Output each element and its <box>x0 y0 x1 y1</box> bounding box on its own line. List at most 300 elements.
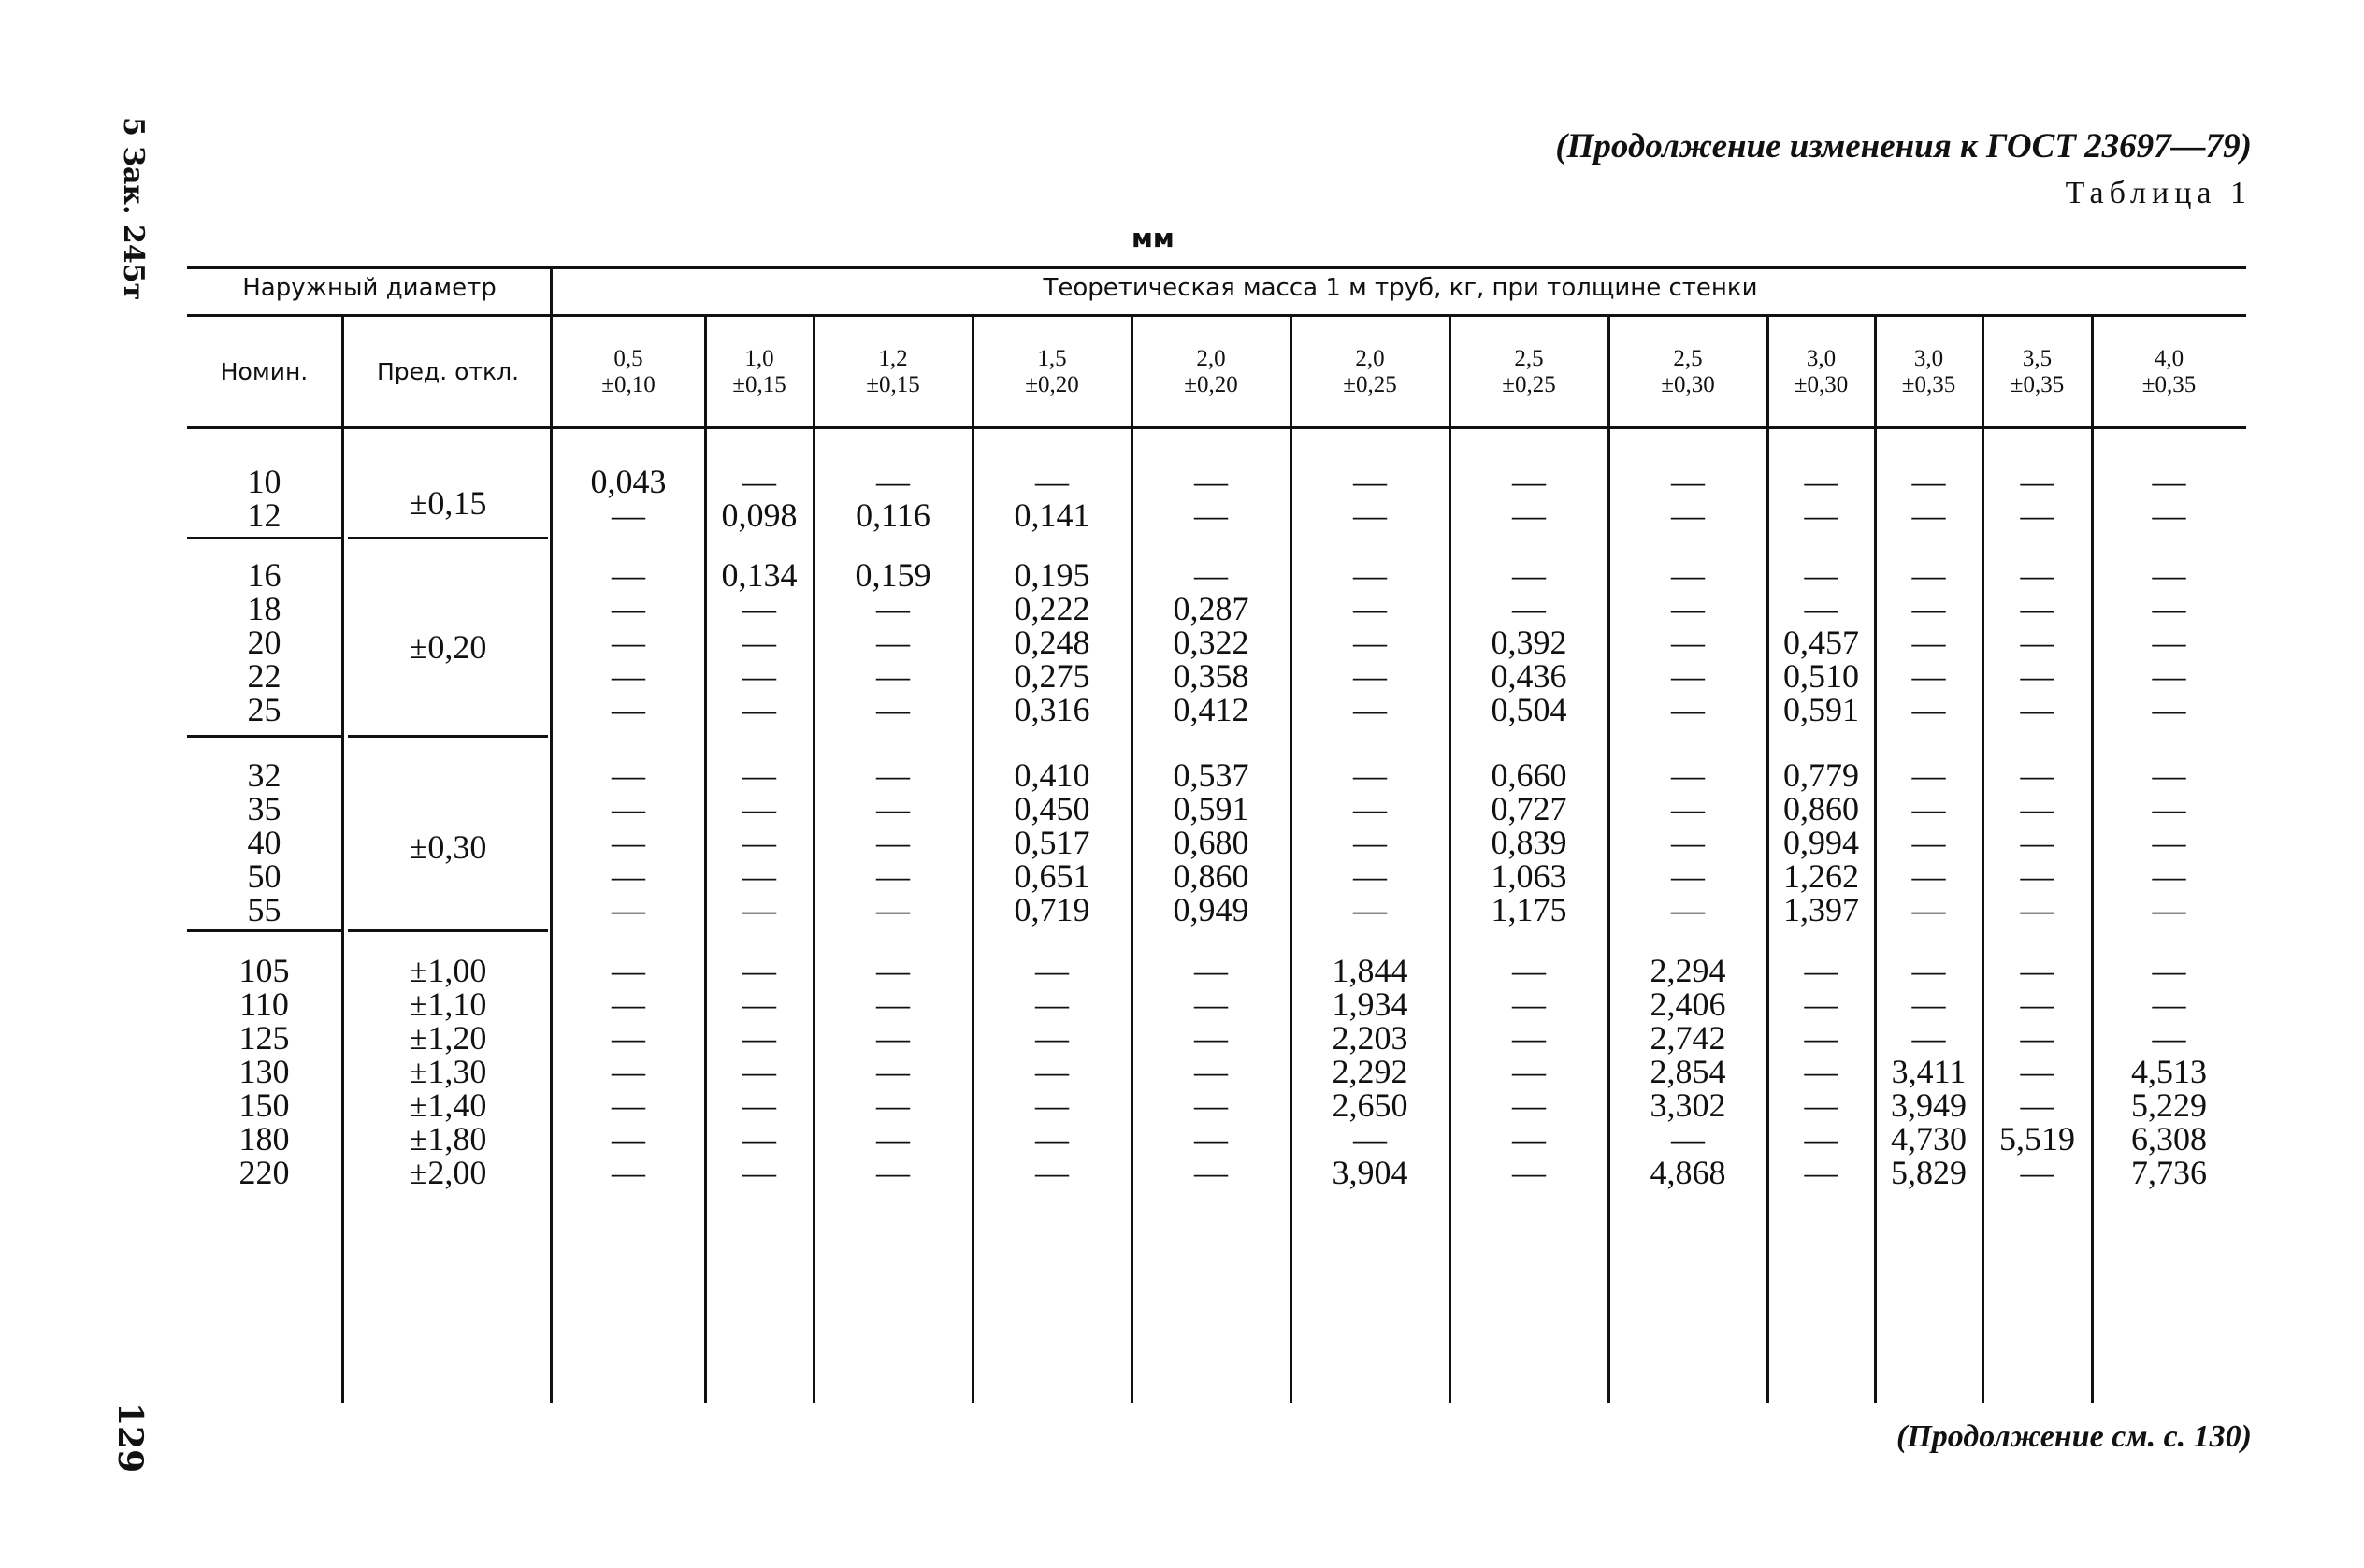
order-label: 5 Зак. 245т <box>117 117 150 301</box>
mass-value: — <box>2020 985 2054 1023</box>
nominal-diameter: 220 <box>238 1154 290 1191</box>
mass-value: — <box>1512 1154 1546 1191</box>
mass-value: — <box>1194 985 1228 1023</box>
mass-value: — <box>612 985 645 1023</box>
mass-value: — <box>612 857 645 895</box>
mass-value: — <box>612 1019 645 1057</box>
mass-value: — <box>2152 657 2186 695</box>
mass-value: — <box>2152 691 2186 728</box>
wall-column-header <box>1449 346 1608 398</box>
wall-tolerance: ±0,15 <box>866 372 920 397</box>
mass-value: — <box>1512 985 1546 1023</box>
mass-value: — <box>2020 1019 2054 1057</box>
mass-value: — <box>2020 691 2054 728</box>
mass-value: — <box>2152 952 2186 989</box>
mass-value: — <box>1512 496 1546 534</box>
mass-value: — <box>1194 1086 1228 1124</box>
mass-value: — <box>1353 463 1387 500</box>
group-separator-tolerance <box>348 537 548 539</box>
mass-value: 0,043 <box>590 463 667 500</box>
mass-value: — <box>1911 496 1946 534</box>
mass-value: — <box>1353 691 1387 728</box>
mass-value: — <box>612 657 645 695</box>
mass-value: — <box>1035 1053 1069 1090</box>
mass-value: 0,410 <box>1014 756 1090 794</box>
mass-value: — <box>1911 556 1946 594</box>
mass-value: — <box>612 556 645 594</box>
wall-tolerance: ±0,10 <box>601 372 656 397</box>
mass-value: — <box>876 1019 910 1057</box>
wall-column-header <box>705 346 814 398</box>
mass-value: 0,287 <box>1173 590 1249 627</box>
wall-tolerance: ±0,25 <box>1343 372 1397 397</box>
mass-value: — <box>876 824 910 861</box>
mass-value: — <box>2152 985 2186 1023</box>
mass-value: — <box>2152 463 2186 500</box>
mass-value: 5,229 <box>2131 1086 2207 1124</box>
mass-value: — <box>1671 691 1705 728</box>
mass-value: 2,406 <box>1650 985 1726 1023</box>
group-separator-nominal <box>187 929 341 932</box>
mass-value: — <box>1035 985 1069 1023</box>
nominal-diameter: 25 <box>247 691 281 728</box>
nominal-diameter: 18 <box>247 590 281 627</box>
mass-value: 0,159 <box>855 556 931 594</box>
mass-value: 2,650 <box>1332 1086 1408 1124</box>
mass-value: 0,504 <box>1491 691 1567 728</box>
row-tolerance: ±1,30 <box>409 1053 487 1090</box>
mass-value: — <box>742 1154 776 1191</box>
mass-value: — <box>742 691 776 728</box>
mass-value: 0,537 <box>1173 756 1249 794</box>
mass-value: 2,854 <box>1650 1053 1726 1090</box>
mass-value: — <box>612 1086 645 1124</box>
mass-value: 0,222 <box>1014 590 1090 627</box>
mass-value: 1,063 <box>1491 857 1567 895</box>
wall-thickness: 3,0 <box>1913 346 1944 371</box>
mass-value: — <box>1512 590 1546 627</box>
mass-value: — <box>1194 952 1228 989</box>
mass-value: 2,292 <box>1332 1053 1408 1090</box>
mass-value: — <box>1671 857 1705 895</box>
mass-value: — <box>2020 1053 2054 1090</box>
mass-value: — <box>612 624 645 661</box>
mass-value: — <box>1194 1154 1228 1191</box>
mass-value: — <box>1911 756 1946 794</box>
mass-value: 6,308 <box>2131 1120 2207 1158</box>
mass-value: — <box>2152 824 2186 861</box>
wall-column-header <box>1982 346 2092 398</box>
nominal-diameter: 10 <box>247 463 281 500</box>
outer-diameter-header: Наружный диаметр <box>242 274 497 302</box>
mass-value: — <box>2152 756 2186 794</box>
row-tolerance: ±1,80 <box>409 1120 487 1158</box>
mass-value: — <box>612 590 645 627</box>
mass-value: — <box>1911 657 1946 695</box>
group-separator-nominal <box>187 537 341 539</box>
mass-value: 0,994 <box>1783 824 1859 861</box>
wall-thickness: 1,2 <box>878 346 908 371</box>
mass-value: — <box>876 463 910 500</box>
mass-value: — <box>1194 463 1228 500</box>
nominal-diameter: 130 <box>238 1053 290 1090</box>
wall-thickness: 1,5 <box>1037 346 1067 371</box>
wall-thickness: 4,0 <box>2154 346 2184 371</box>
mass-value: — <box>2020 891 2054 928</box>
wall-thickness: 0,5 <box>613 346 643 371</box>
mass-value: — <box>876 952 910 989</box>
mass-value: 0,651 <box>1014 857 1090 895</box>
mass-value: — <box>1035 1086 1069 1124</box>
mass-value: — <box>876 1120 910 1158</box>
mass-value: — <box>1512 1086 1546 1124</box>
wall-column-header <box>1608 346 1767 398</box>
mass-value: 0,719 <box>1014 891 1090 928</box>
mass-value: 1,175 <box>1491 891 1567 928</box>
wall-tolerance: ±0,20 <box>1025 372 1079 397</box>
mass-value: — <box>612 790 645 827</box>
mass-value: — <box>1804 985 1838 1023</box>
group-tolerance: ±0,30 <box>409 828 487 866</box>
wall-thickness: 2,0 <box>1196 346 1226 371</box>
row-tolerance: ±1,20 <box>409 1019 487 1057</box>
mass-value: — <box>2152 790 2186 827</box>
mass-value: 4,868 <box>1650 1154 1726 1191</box>
mass-value: — <box>742 857 776 895</box>
mass-value: — <box>876 1154 910 1191</box>
nominal-diameter: 12 <box>247 496 281 534</box>
group-header-rule <box>187 314 2246 317</box>
table-label: Таблица 1 <box>2065 176 2252 210</box>
mass-value: 7,736 <box>2131 1154 2207 1191</box>
mass-value: 3,411 <box>1891 1053 1967 1090</box>
mass-value: — <box>1671 824 1705 861</box>
mass-value: — <box>2020 463 2054 500</box>
mass-value: — <box>1804 590 1838 627</box>
mass-value: — <box>612 891 645 928</box>
mass-value: 1,397 <box>1783 891 1859 928</box>
mass-value: 0,392 <box>1491 624 1567 661</box>
mass-value: 0,275 <box>1014 657 1090 695</box>
mass-value: — <box>742 952 776 989</box>
mass-value: — <box>742 756 776 794</box>
mass-value: — <box>2020 590 2054 627</box>
wall-thickness: 2,0 <box>1355 346 1385 371</box>
mass-value: — <box>1911 952 1946 989</box>
mass-value: — <box>1671 463 1705 500</box>
table-top-rule <box>187 266 2246 269</box>
wall-column-header <box>1875 346 1982 398</box>
wall-tolerance: ±0,25 <box>1502 372 1556 397</box>
mass-value: — <box>1911 790 1946 827</box>
mass-value: — <box>1804 1086 1838 1124</box>
mass-value: — <box>876 657 910 695</box>
mass-value: — <box>1353 891 1387 928</box>
mass-value: — <box>2152 590 2186 627</box>
mass-value: 5,519 <box>1999 1120 2075 1158</box>
mass-value: 4,730 <box>1891 1120 1967 1158</box>
continuation-header: (Продолжение изменения к ГОСТ 23697—79) <box>1555 127 2252 165</box>
mass-value: — <box>2152 624 2186 661</box>
wall-column-header <box>2092 346 2246 398</box>
mass-value: 4,513 <box>2131 1053 2207 1090</box>
mass-value: — <box>1671 624 1705 661</box>
mass-value: — <box>2152 857 2186 895</box>
mass-value: 0,591 <box>1173 790 1249 827</box>
mass-value: — <box>742 891 776 928</box>
mass-value: — <box>1353 790 1387 827</box>
nominal-diameter: 50 <box>247 857 281 895</box>
mass-value: — <box>1353 657 1387 695</box>
nominal-diameter: 40 <box>247 824 281 861</box>
mass-value: — <box>1353 556 1387 594</box>
mass-value: — <box>742 985 776 1023</box>
page-number: 129 <box>110 1403 150 1474</box>
mass-value: — <box>876 1053 910 1090</box>
mass-value: 0,949 <box>1173 891 1249 928</box>
mass-value: — <box>1035 952 1069 989</box>
mass-value: — <box>1512 463 1546 500</box>
wall-thickness: 3,5 <box>2022 346 2053 371</box>
mass-value: — <box>1353 590 1387 627</box>
mass-value: — <box>1512 556 1546 594</box>
mass-value: — <box>1911 624 1946 661</box>
mass-value: — <box>1804 1154 1838 1191</box>
mass-value: 0,680 <box>1173 824 1249 861</box>
continuation-footer: (Продолжение см. с. 130) <box>1896 1419 2252 1454</box>
mass-value: — <box>1804 952 1838 989</box>
row-tolerance: ±1,10 <box>409 985 487 1023</box>
mass-value: 2,203 <box>1332 1019 1408 1057</box>
mass-value: — <box>1804 1053 1838 1090</box>
mass-value: 1,934 <box>1332 985 1408 1023</box>
mass-value: — <box>1194 1019 1228 1057</box>
wall-column-header <box>1290 346 1449 398</box>
mass-value: 0,358 <box>1173 657 1249 695</box>
mass-value: — <box>2020 1086 2054 1124</box>
mass-value: — <box>1353 1120 1387 1158</box>
mass-value: — <box>1512 1019 1546 1057</box>
mass-value: — <box>2020 952 2054 989</box>
mass-value: — <box>742 1019 776 1057</box>
theoretical-mass-header: Теоретическая масса 1 м труб, кг, при толщине стенки <box>1043 274 1758 302</box>
mass-value: — <box>1911 463 1946 500</box>
mass-value: — <box>2152 556 2186 594</box>
mass-value: — <box>1353 824 1387 861</box>
wall-tolerance: ±0,30 <box>1661 372 1715 397</box>
mass-value: 0,141 <box>1014 496 1090 534</box>
mass-value: — <box>1194 1120 1228 1158</box>
wall-tolerance: ±0,15 <box>732 372 786 397</box>
nominal-diameter: 125 <box>238 1019 290 1057</box>
mass-value: — <box>2152 891 2186 928</box>
mass-value: — <box>876 756 910 794</box>
mass-value: — <box>876 624 910 661</box>
mass-value: — <box>876 857 910 895</box>
mass-value: — <box>1671 756 1705 794</box>
row-tolerance: ±1,00 <box>409 952 487 989</box>
mass-value: 1,262 <box>1783 857 1859 895</box>
mass-value: — <box>742 590 776 627</box>
mass-value: 0,195 <box>1014 556 1090 594</box>
mass-value: 0,436 <box>1491 657 1567 695</box>
nominal-diameter: 110 <box>239 985 289 1023</box>
wall-thickness: 1,0 <box>744 346 774 371</box>
nominal-column-header: Номин. <box>220 358 309 385</box>
wall-column-header <box>973 346 1132 398</box>
mass-value: 0,779 <box>1783 756 1859 794</box>
group-tolerance: ±0,20 <box>409 628 487 666</box>
mass-value: — <box>742 1086 776 1124</box>
mass-value: — <box>1671 590 1705 627</box>
row-tolerance: ±1,40 <box>409 1086 487 1124</box>
mass-value: — <box>876 891 910 928</box>
mass-value: — <box>1804 496 1838 534</box>
nominal-diameter: 16 <box>247 556 281 594</box>
mass-value: — <box>1911 985 1946 1023</box>
mass-value: — <box>1671 657 1705 695</box>
mass-value: — <box>876 691 910 728</box>
wall-thickness: 3,0 <box>1806 346 1837 371</box>
wall-thickness: 2,5 <box>1673 346 1703 371</box>
mass-value: — <box>2020 857 2054 895</box>
mass-value: — <box>1804 556 1838 594</box>
nominal-diameter: 32 <box>247 756 281 794</box>
mass-value: 0,457 <box>1783 624 1859 661</box>
mass-value: 0,134 <box>721 556 798 594</box>
mass-value: — <box>612 1154 645 1191</box>
mass-value: — <box>742 1120 776 1158</box>
mass-value: — <box>612 824 645 861</box>
wall-tolerance: ±0,30 <box>1794 372 1849 397</box>
mass-value: — <box>1353 624 1387 661</box>
mass-value: 0,660 <box>1491 756 1567 794</box>
mass-value: — <box>612 1120 645 1158</box>
mass-value: 0,860 <box>1783 790 1859 827</box>
mass-value: — <box>1671 891 1705 928</box>
mass-value: — <box>1035 463 1069 500</box>
mass-value: 0,116 <box>856 496 930 534</box>
mass-value: 5,829 <box>1891 1154 1967 1191</box>
mass-value: 3,302 <box>1650 1086 1726 1124</box>
mass-value: — <box>1911 1019 1946 1057</box>
mass-value: — <box>1911 824 1946 861</box>
mass-value: — <box>742 824 776 861</box>
mass-value: — <box>1804 1019 1838 1057</box>
mass-value: — <box>1035 1154 1069 1191</box>
mass-value: — <box>1353 756 1387 794</box>
mass-value: — <box>1194 496 1228 534</box>
mass-value: — <box>1804 463 1838 500</box>
wall-thickness: 2,5 <box>1514 346 1544 371</box>
nominal-diameter: 55 <box>247 891 281 928</box>
wall-column-header <box>552 346 705 398</box>
mass-value: — <box>2020 624 2054 661</box>
nominal-diameter: 150 <box>238 1086 290 1124</box>
mass-value: — <box>1671 496 1705 534</box>
wall-column-header <box>1132 346 1290 398</box>
mass-value: — <box>612 496 645 534</box>
mass-value: — <box>1353 496 1387 534</box>
group-separator-tolerance <box>348 735 548 738</box>
mass-value: 0,727 <box>1491 790 1567 827</box>
mass-value: — <box>1512 952 1546 989</box>
mass-value: — <box>1671 556 1705 594</box>
wall-tolerance: ±0,35 <box>1901 372 1956 397</box>
mass-value: 0,450 <box>1014 790 1090 827</box>
mass-value: — <box>1911 891 1946 928</box>
mass-value: — <box>742 790 776 827</box>
wall-tolerance: ±0,35 <box>2010 372 2065 397</box>
column-header-rule <box>187 426 2246 429</box>
mass-value: — <box>742 657 776 695</box>
mass-value: — <box>1671 790 1705 827</box>
mass-value: — <box>1911 590 1946 627</box>
mass-value: 0,322 <box>1173 624 1249 661</box>
mass-value: 0,098 <box>721 496 798 534</box>
tolerance-column-header: Пред. откл. <box>376 358 520 385</box>
mass-value: — <box>1911 691 1946 728</box>
mass-value: 2,294 <box>1650 952 1726 989</box>
units-label: мм <box>1132 223 1175 253</box>
mass-value: 0,591 <box>1783 691 1859 728</box>
mass-value: 0,316 <box>1014 691 1090 728</box>
mass-value: 0,412 <box>1173 691 1249 728</box>
mass-value: — <box>2020 556 2054 594</box>
mass-value: — <box>742 1053 776 1090</box>
mass-value: — <box>1804 1120 1838 1158</box>
mass-value: — <box>1035 1120 1069 1158</box>
mass-value: — <box>742 463 776 500</box>
mass-value: — <box>2152 496 2186 534</box>
nominal-diameter: 20 <box>247 624 281 661</box>
nominal-diameter: 180 <box>238 1120 290 1158</box>
mass-value: 0,839 <box>1491 824 1567 861</box>
mass-value: 0,860 <box>1173 857 1249 895</box>
mass-value: — <box>2020 756 2054 794</box>
mass-value: — <box>1194 1053 1228 1090</box>
mass-value: 3,949 <box>1891 1086 1967 1124</box>
mass-value: — <box>2020 790 2054 827</box>
mass-value: — <box>742 624 776 661</box>
mass-value: — <box>1194 556 1228 594</box>
mass-value: — <box>1512 1053 1546 1090</box>
mass-value: — <box>612 1053 645 1090</box>
group-separator-nominal <box>187 735 341 738</box>
mass-value: — <box>612 691 645 728</box>
nominal-diameter: 35 <box>247 790 281 827</box>
mass-value: — <box>876 1086 910 1124</box>
nominal-diameter: 22 <box>247 657 281 695</box>
wall-column-header <box>1767 346 1875 398</box>
row-tolerance: ±2,00 <box>409 1154 487 1191</box>
mass-value: 0,517 <box>1014 824 1090 861</box>
mass-value: — <box>1911 857 1946 895</box>
mass-value: 1,844 <box>1332 952 1408 989</box>
mass-value: — <box>612 756 645 794</box>
mass-value: — <box>612 952 645 989</box>
mass-value: — <box>876 790 910 827</box>
mass-value: 0,510 <box>1783 657 1859 695</box>
mass-value: — <box>876 985 910 1023</box>
mass-value: 0,248 <box>1014 624 1090 661</box>
mass-value: — <box>1671 1120 1705 1158</box>
mass-value: — <box>2020 496 2054 534</box>
mass-value: — <box>2020 824 2054 861</box>
mass-value: — <box>2020 657 2054 695</box>
mass-value: — <box>1035 1019 1069 1057</box>
group-separator-tolerance <box>348 929 548 932</box>
